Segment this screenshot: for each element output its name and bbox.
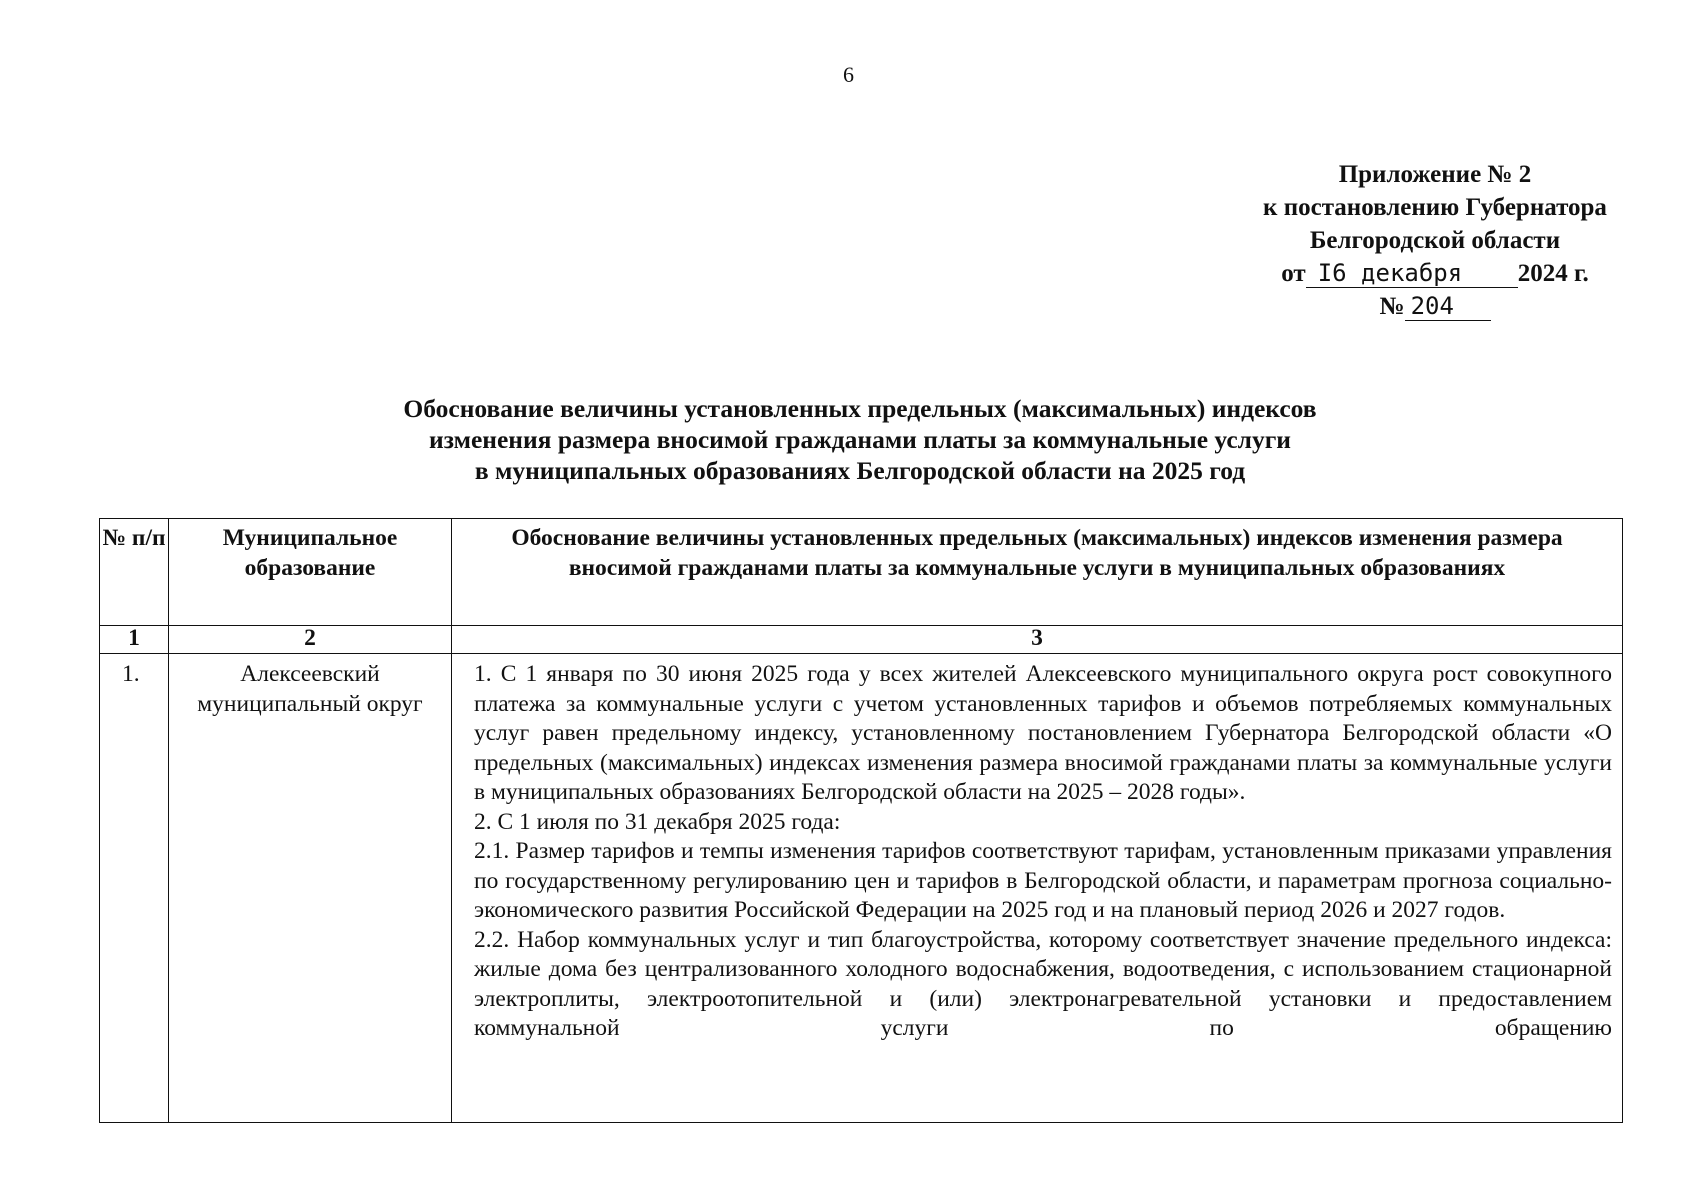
column-number-1: 1: [100, 626, 169, 654]
date-field: I6 декабря: [1306, 260, 1518, 288]
column-number-3: 3: [452, 626, 1623, 654]
column-number-2: 2: [169, 626, 452, 654]
title-line-1: Обоснование величины установленных предельных (максимальных) индексов: [403, 394, 1317, 423]
header-justification: Обоснование величины установленных предельных (максимальных) индексов изменения размера вносимой гражданами платы за коммунальные услуги в муниципальных образованиях: [452, 519, 1623, 626]
table-row: [100, 654, 1623, 1123]
justification-paragraph: 2.2. Набор коммунальных услуг и тип благоустройства, которому соответствует значение предельного индекса: жилые дома без централизованного холодного водоснабжения, водоотведения, с использованием стационарной электроплиты, электроотопительной и (или) электронагревательной установки и предоставлением коммунальной услуги по обращению: [474, 926, 1612, 1041]
row-number: 1.: [100, 654, 169, 1123]
header-number: № п/п: [100, 519, 169, 626]
appendix-date-line: [1225, 257, 1645, 290]
appendix-number-line: [1225, 290, 1645, 323]
header-municipality: Муниципальное образование: [169, 519, 452, 626]
column-numbers-row: [100, 626, 1623, 654]
title-line-2: изменения размера вносимой гражданами платы за коммунальные услуги: [429, 425, 1291, 454]
date-suffix: 2024 г.: [1517, 260, 1589, 287]
row-justification: [452, 654, 1623, 1123]
justification-paragraph: 2. С 1 июля по 31 декабря 2025 года:: [474, 808, 841, 835]
appendix-block: [1225, 158, 1645, 323]
date-prefix: от: [1281, 260, 1306, 287]
number-prefix: №: [1379, 293, 1405, 320]
justification-paragraph: 1. С 1 января по 30 июня 2025 года у всех жителей Алексеевского муниципального округа рост совокупного платежа за коммунальные услуги с учетом установленных тарифов и объемов потребляемых коммунальных услуг равен предельному индексу, установленному постановлением Губернатора Белгородской области «О предельных (максимальных) индексах изменения размера вносимой гражданами платы за коммунальные услуги в муниципальных образованиях Белгородской области на 2025 – 2028 годы».: [474, 661, 1612, 805]
number-field: 204: [1405, 293, 1491, 321]
appendix-region: Белгородской области: [1309, 227, 1561, 254]
appendix-title: Приложение № 2: [1338, 161, 1532, 188]
appendix-resolution: к постановлению Губернатора: [1263, 194, 1607, 221]
page-number: 6: [843, 62, 854, 87]
justification-table: [99, 518, 1623, 1123]
row-municipality: Алексеевский муниципальный округ: [169, 654, 452, 1123]
table-header-row: [100, 519, 1623, 626]
title-line-3: в муниципальных образованиях Белгородской области на 2025 год: [474, 456, 1246, 485]
document-title: [200, 393, 1520, 486]
justification-paragraph: 2.1. Размер тарифов и темпы изменения тарифов соответствуют тарифам, установленным приказами управления по государственному регулированию цен и тарифов в Белгородской области, и параметрам прогноза социально-экономического развития Российской Федерации на 2025 год и на плановый период 2026 и 2027 годов.: [474, 838, 1612, 923]
